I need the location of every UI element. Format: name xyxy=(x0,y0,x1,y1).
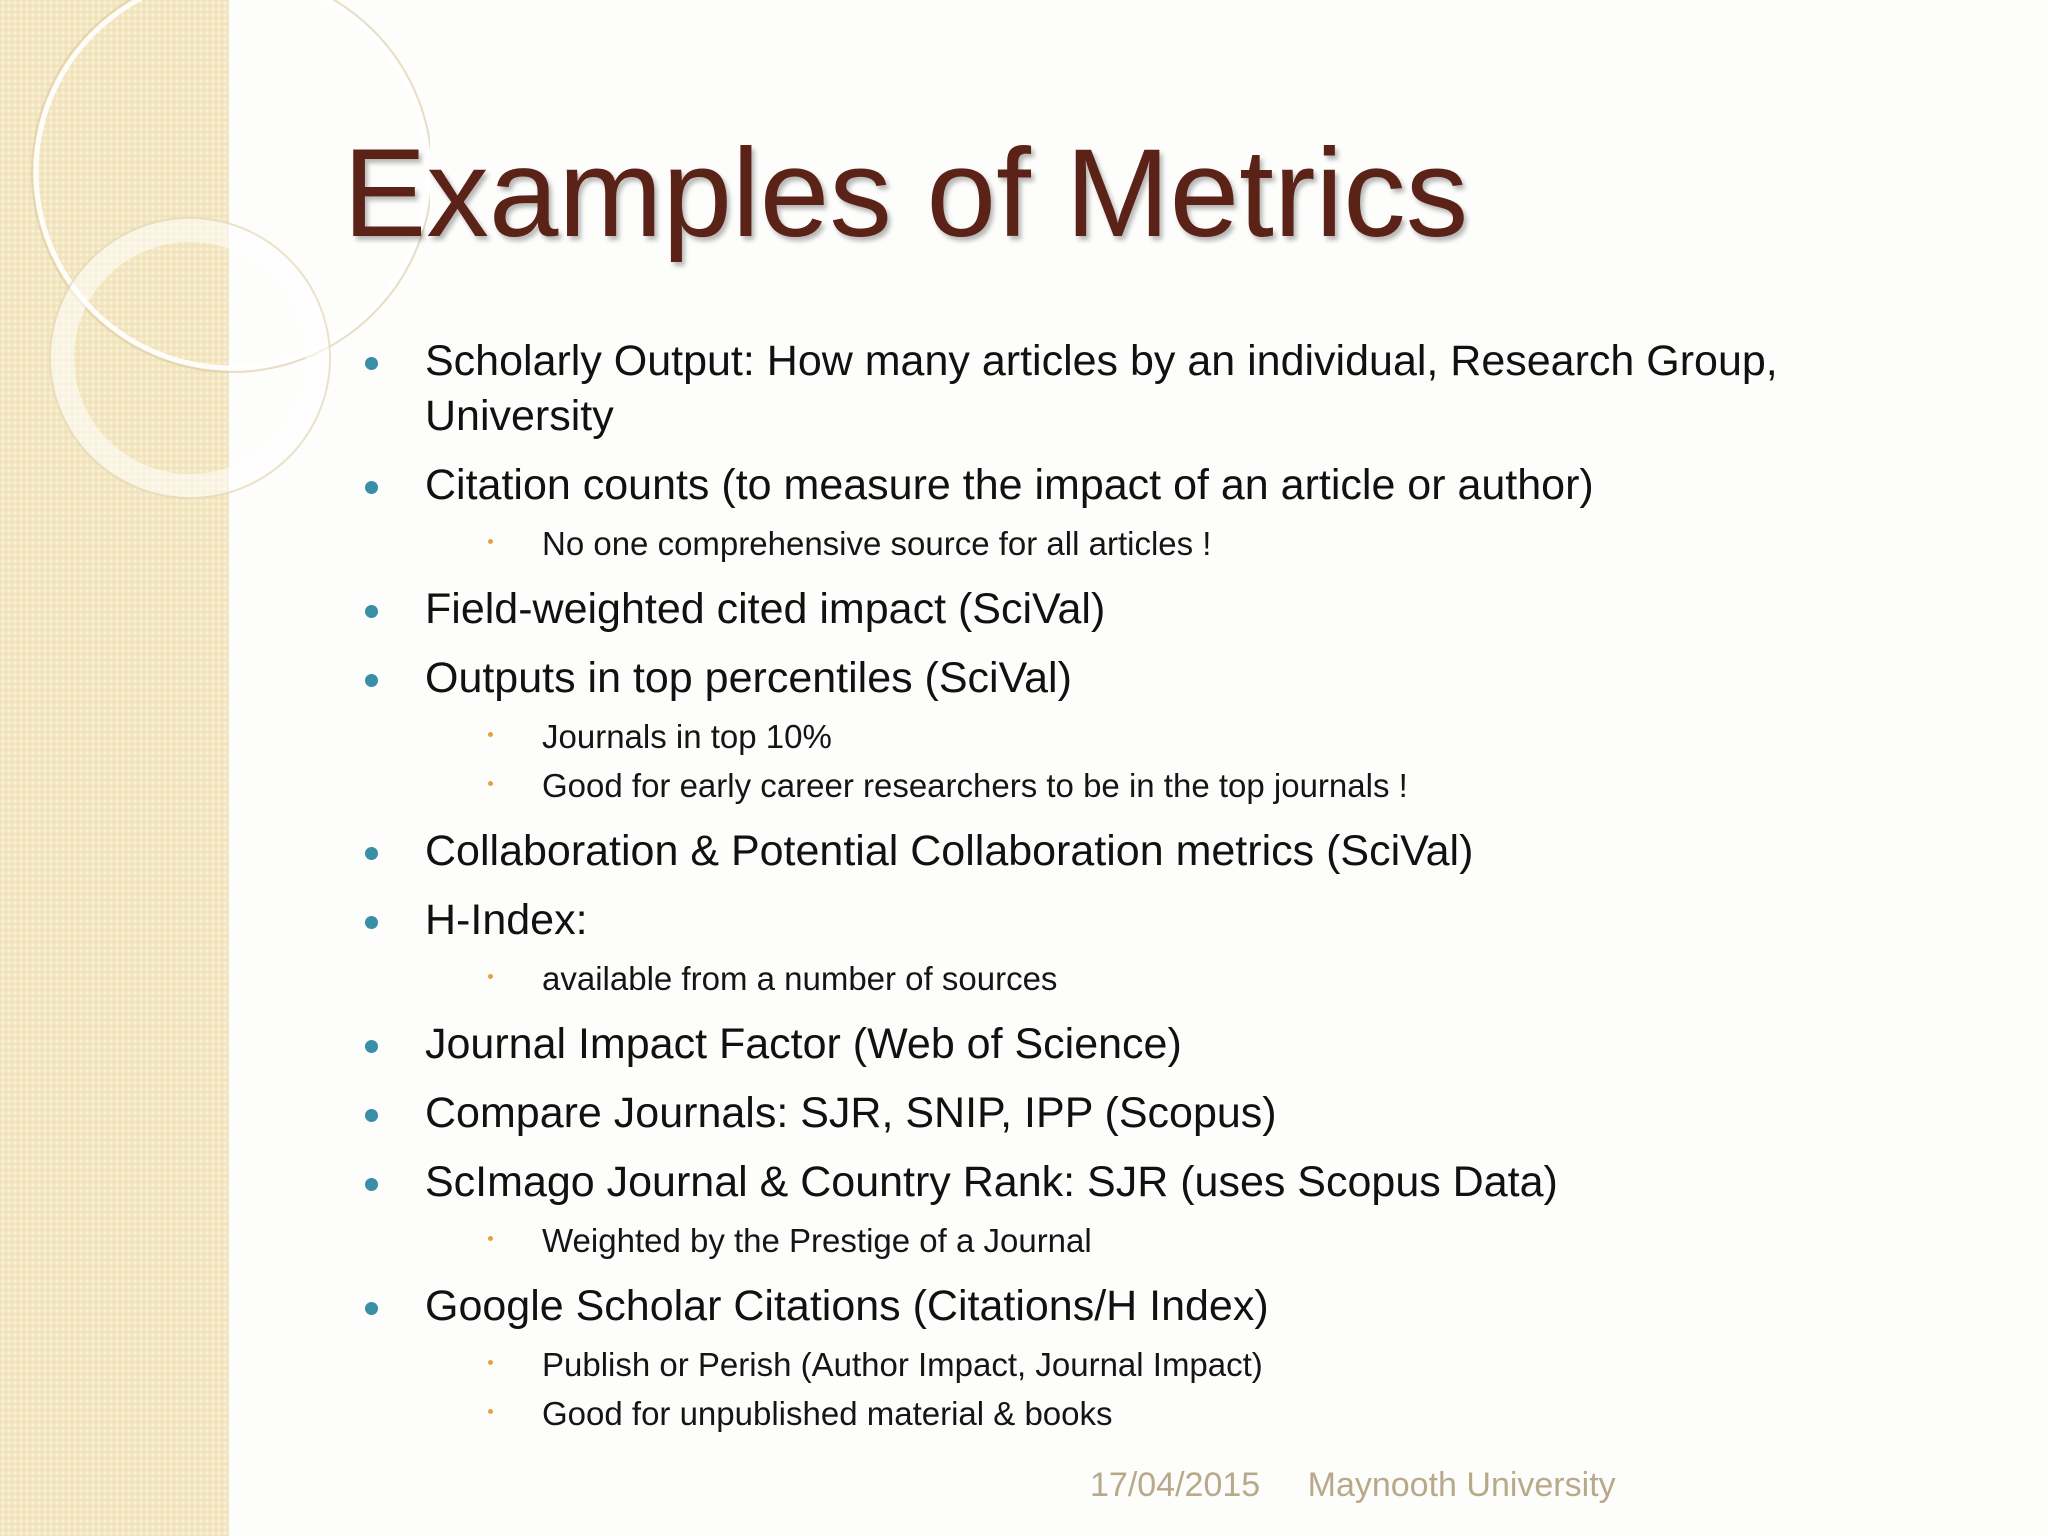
sub-bullet-dot-icon xyxy=(488,1236,493,1241)
sub-bullet-dot-icon xyxy=(488,781,493,786)
bullet-item xyxy=(365,1279,1925,1438)
bullet-dot-icon xyxy=(365,916,378,929)
bullet-dot-icon xyxy=(365,481,378,494)
bullet-text: Google Scholar Citations (Citations/H Index) xyxy=(425,1282,1269,1330)
sub-bullet-list xyxy=(425,1340,1925,1438)
bullet-item xyxy=(365,1017,1925,1072)
bullet-item xyxy=(365,334,1925,444)
sub-bullet-text: No one comprehensive source for all articles ! xyxy=(542,525,1212,562)
bullet-item xyxy=(365,651,1925,810)
bullet-text: Citation counts (to measure the impact of an article or author) xyxy=(425,461,1594,509)
bullet-text: Field-weighted cited impact (SciVal) xyxy=(425,585,1106,633)
bullet-item xyxy=(365,1086,1925,1141)
bullet-text: Compare Journals: SJR, SNIP, IPP (Scopus) xyxy=(425,1089,1277,1137)
sub-bullet-text: Publish or Perish (Author Impact, Journal Impact) xyxy=(542,1346,1263,1383)
sub-bullet-dot-icon xyxy=(488,1409,493,1414)
bullet-text: Outputs in top percentiles (SciVal) xyxy=(425,654,1072,702)
bullet-dot-icon xyxy=(365,1040,378,1053)
decorative-side-band xyxy=(0,0,229,1536)
bullet-item xyxy=(365,893,1925,1003)
sub-bullet-text: available from a number of sources xyxy=(542,960,1058,997)
sub-bullet-item xyxy=(485,712,1925,761)
bullet-text: ScImago Journal & Country Rank: SJR (uses Scopus Data) xyxy=(425,1158,1558,1206)
bullet-text: Scholarly Output: How many articles by an individual, Research Group, University xyxy=(425,337,1778,440)
bullet-text: H-Index: xyxy=(425,896,588,944)
bullet-list xyxy=(365,334,1925,1452)
bullet-dot-icon xyxy=(365,1302,378,1315)
sub-bullet-item xyxy=(485,954,1925,1003)
sub-bullet-text: Good for early career researchers to be in the top journals ! xyxy=(542,767,1408,804)
sub-bullet-item xyxy=(485,1216,1925,1265)
sub-bullet-item xyxy=(485,1389,1925,1438)
sub-bullet-dot-icon xyxy=(488,732,493,737)
bullet-item xyxy=(365,582,1925,637)
sub-bullet-text: Weighted by the Prestige of a Journal xyxy=(542,1222,1092,1259)
bullet-dot-icon xyxy=(365,1178,378,1191)
sub-bullet-dot-icon xyxy=(488,974,493,979)
footer-date: 17/04/2015 xyxy=(1090,1466,1261,1504)
sub-bullet-dot-icon xyxy=(488,539,493,544)
sub-bullet-dot-icon xyxy=(488,1360,493,1365)
slide-title: Examples of Metrics xyxy=(343,124,1469,263)
bullet-dot-icon xyxy=(365,847,378,860)
sub-bullet-item xyxy=(485,519,1925,568)
bullet-text: Collaboration & Potential Collaboration metrics (SciVal) xyxy=(425,827,1474,875)
sub-bullet-text: Good for unpublished material & books xyxy=(542,1395,1113,1432)
sub-bullet-text: Journals in top 10% xyxy=(542,718,832,755)
bullet-dot-icon xyxy=(365,674,378,687)
bullet-dot-icon xyxy=(365,357,378,370)
footer-organization: Maynooth University xyxy=(1307,1466,1616,1504)
bullet-item xyxy=(365,1155,1925,1265)
sub-bullet-list xyxy=(425,712,1925,810)
bullet-text: Journal Impact Factor (Web of Science) xyxy=(425,1020,1182,1068)
bullet-item xyxy=(365,824,1925,879)
sub-bullet-item xyxy=(485,1340,1925,1389)
bullet-dot-icon xyxy=(365,1109,378,1122)
bullet-dot-icon xyxy=(365,605,378,618)
sub-bullet-item xyxy=(485,761,1925,810)
slide-footer xyxy=(1090,1466,1616,1505)
bullet-item xyxy=(365,458,1925,568)
sub-bullet-list xyxy=(425,954,1925,1003)
sub-bullet-list xyxy=(425,1216,1925,1265)
sub-bullet-list xyxy=(425,519,1925,568)
